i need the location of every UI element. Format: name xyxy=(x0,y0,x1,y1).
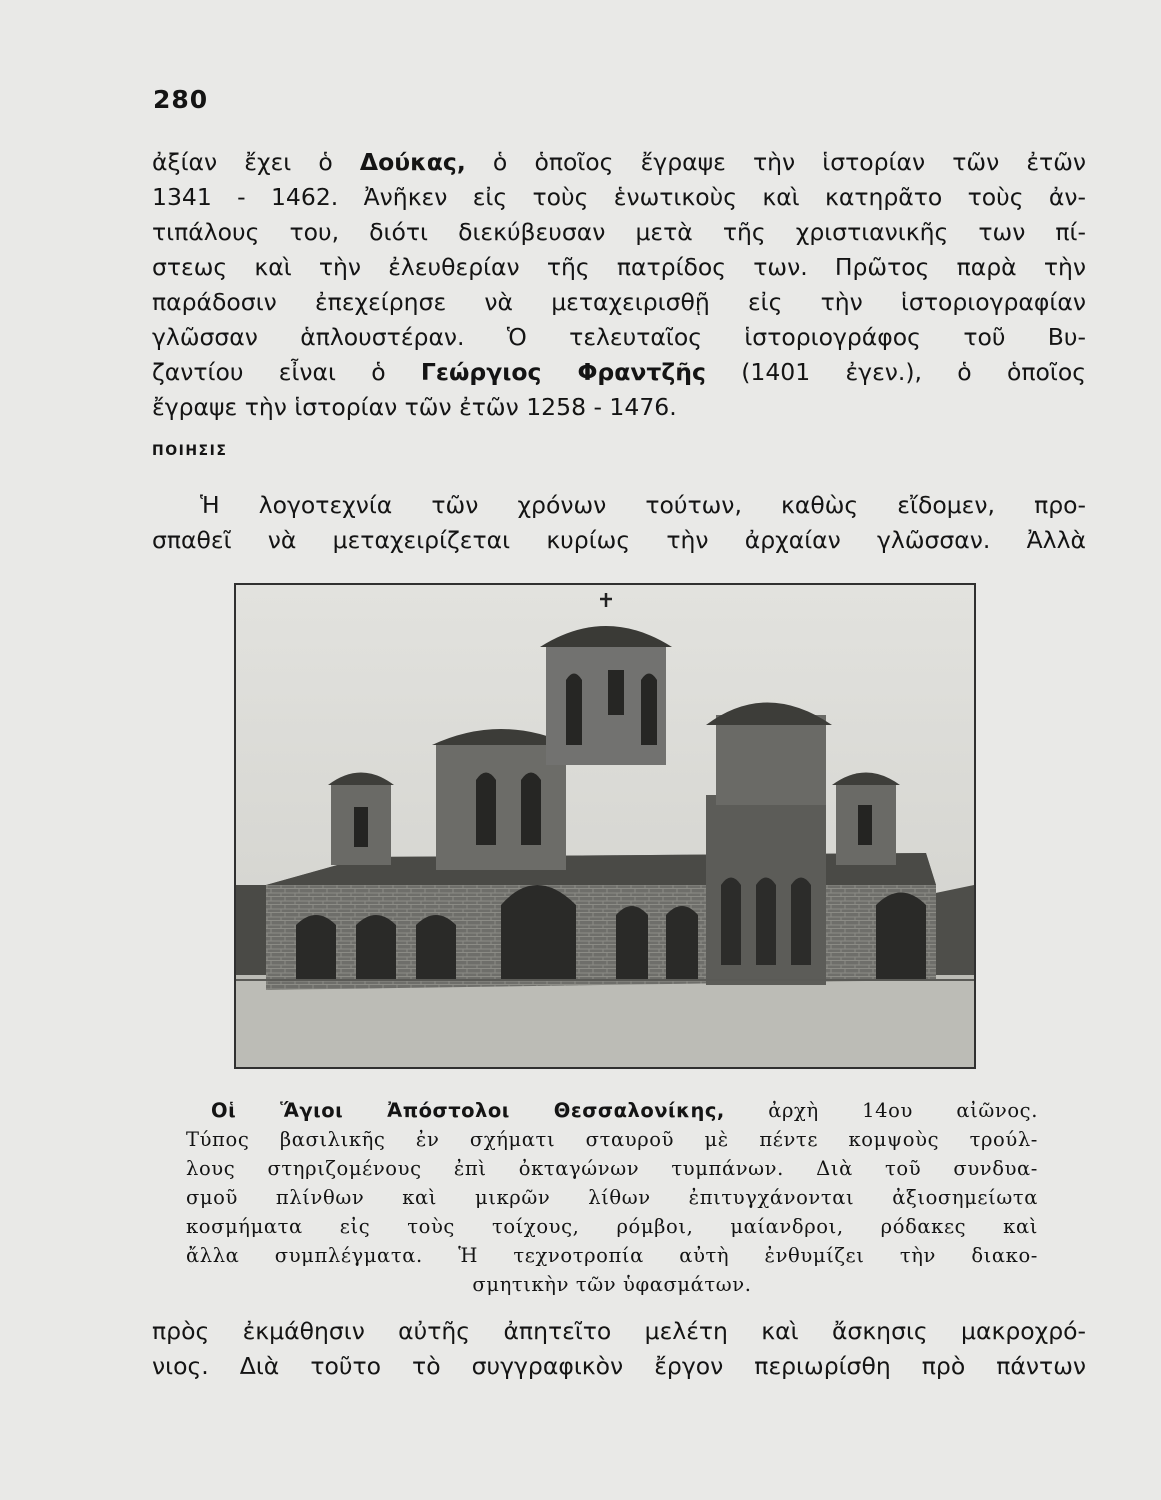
apse-windows xyxy=(721,878,811,966)
name-doukas: Δούκας, xyxy=(359,148,466,176)
text-line: Ἡ λογοτεχνία τῶν χρόνων τούτων, καθὼς εἴδομεν, προ- xyxy=(200,491,1086,519)
text-line: σπαθεῖ νὰ μεταχειρίζεται κυρίως τὴν ἀρχαίαν γλῶσσαν. Ἀλλὰ xyxy=(152,526,1086,554)
west-dome-window xyxy=(354,807,368,847)
caption-line: Τύπος βασιλικῆς ἐν σχήματι σταυροῦ μὲ πέντε κομψοὺς τρούλ- xyxy=(186,1128,1038,1151)
figure-caption xyxy=(186,1096,1038,1299)
caption-title: Οἱ Ἅγιοι Ἀπόστολοι Θεσσαλονίκης, xyxy=(211,1099,725,1122)
caption-date: ἀρχὴ 14ου αἰῶνος. xyxy=(724,1099,1038,1122)
text-line: ἔγραψε τὴν ἱστορίαν τῶν ἐτῶν 1258 - 1476. xyxy=(152,393,677,421)
text-run: (1401 ἐγεν.), ὁ ὁποῖος xyxy=(705,358,1086,386)
text-line: νιος. Διὰ τοῦτο τὸ συγγραφικὸν ἔργον περιωρίσθη πρὸ πάντων xyxy=(152,1352,1086,1380)
caption-line xyxy=(186,1096,1038,1125)
text-line: τιπάλους του, διότι διεκύβευσαν μετὰ τῆς χριστιανικῆς των πί- xyxy=(152,218,1086,246)
text-line: 1341 - 1462. Ἀνῆκεν εἰς τοὺς ἑνωτικοὺς καὶ κατηρᾶτο τοὺς ἀν- xyxy=(152,183,1086,211)
paragraph-continued xyxy=(152,1314,1086,1384)
text-line: πρὸς ἐκμάθησιν αὐτῆς ἀπητεῖτο μελέτη καὶ ἄσκησις μακροχρό- xyxy=(152,1317,1086,1345)
text-line xyxy=(152,355,1086,390)
text-run: ὁ ὁποῖος ἔγραψε τὴν ἱστορίαν τῶν ἐτῶν xyxy=(465,148,1086,176)
caption-line: λους στηριζομένους ἐπὶ ὀκταγώνων τυμπάνων. Διὰ τοῦ συνδυα- xyxy=(186,1157,1038,1180)
paragraph-doukas xyxy=(152,145,1086,425)
church-photograph xyxy=(234,583,976,1069)
paragraph-poetry xyxy=(152,488,1086,558)
text-line: παράδοσιν ἐπεχείρησε νὰ μεταχειρισθῇ εἰς τὴν ἱστοριογραφίαν xyxy=(152,288,1086,316)
text-run: ζαντίου εἶναι ὁ xyxy=(152,358,421,386)
church-illustration xyxy=(236,585,974,1067)
section-heading: ΠΟΙΗΣΙΣ xyxy=(152,443,228,459)
caption-line: ἄλλα συμπλέγματα. Ἡ τεχνοτροπία αὐτὴ ἐνθυμίζει τὴν διακο- xyxy=(186,1244,1038,1267)
caption-line: σμοῦ πλίνθων καὶ μικρῶν λίθων ἐπιτυγχάνονται ἀξιοσημείωτα xyxy=(186,1186,1038,1209)
caption-line: σμητικὴν τῶν ὑφασμάτων. xyxy=(472,1273,752,1296)
south-dome-window xyxy=(858,805,872,845)
east-dome-drum xyxy=(716,715,826,805)
text-line: στεως καὶ τὴν ἐλευθερίαν τῆς πατρίδος των. Πρῶτος παρὰ τὴν xyxy=(152,253,1086,281)
caption-line: κοσμήματα εἰς τοὺς τοίχους, ρόμβοι, μαίανδροι, ρόδακες καὶ xyxy=(186,1215,1038,1238)
text-run: ἀξίαν ἔχει ὁ xyxy=(152,148,360,176)
text-line xyxy=(152,145,1086,180)
page-number: 280 xyxy=(153,85,209,114)
name-frantzis: Γεώργιος Φραντζῆς xyxy=(420,358,706,386)
text-line: γλῶσσαν ἁπλουστέραν. Ὁ τελευταῖος ἱστοριογράφος τοῦ Βυ- xyxy=(152,323,1086,351)
